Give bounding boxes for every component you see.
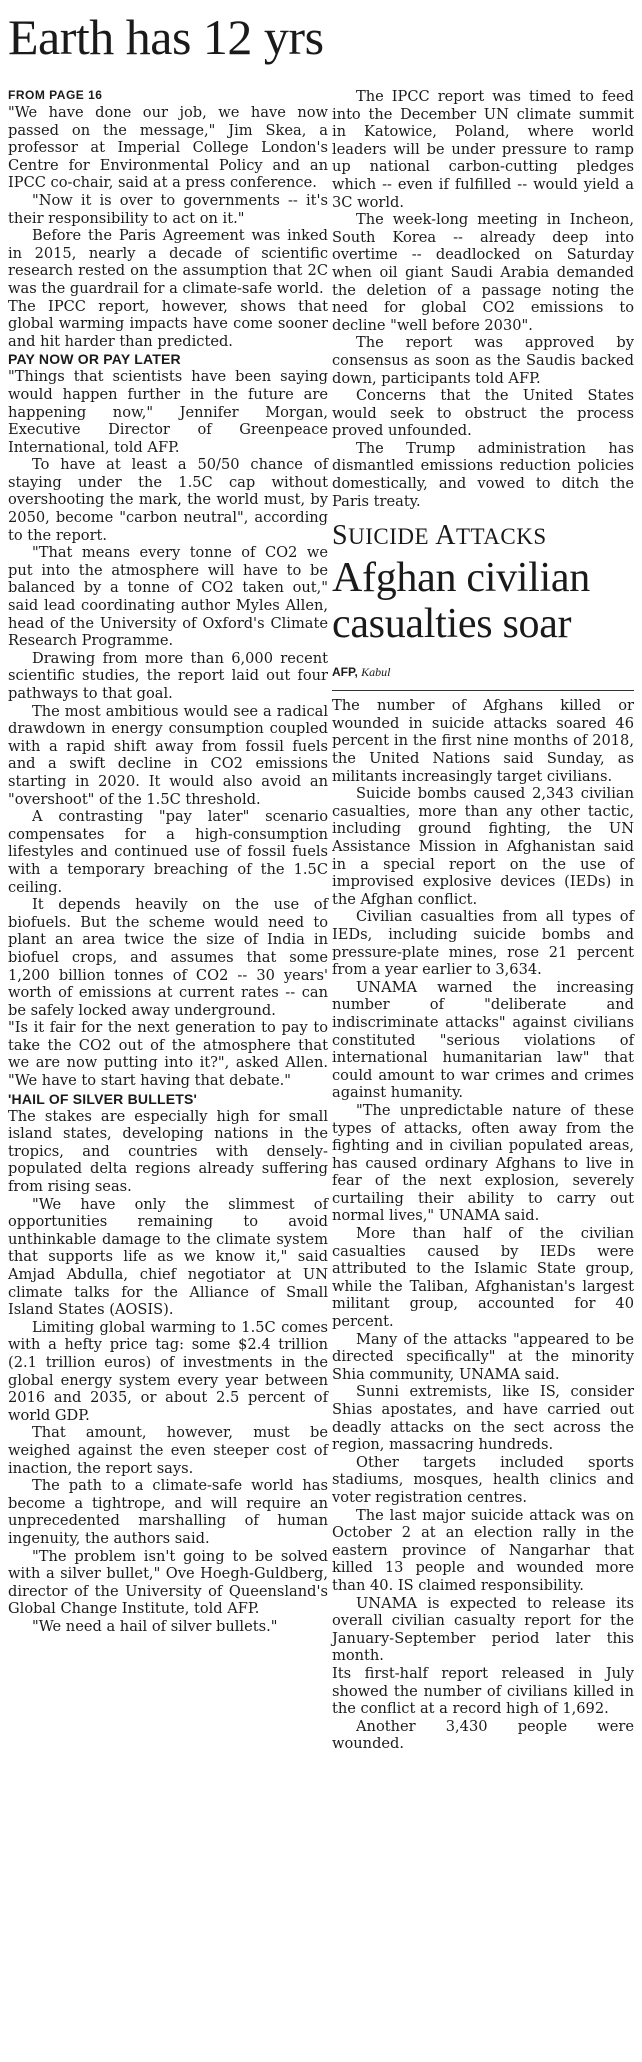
left-column-subhead: 'HAIL OF SILVER BULLETS' [8,1090,198,1107]
left-column-paragraph: "We need a hail of silver bullets." [32,1617,278,1635]
left-column-paragraph: The most ambitious would see a radical drawdown in energy consumption coupled with a rapid shift away from fossil fuels and a swift decline in CO2 emissions starting in 2020. It would also avoid an "overshoot" of the 1.5C threshold. [8,702,328,808]
afghan-story-paragraph: Another 3,430 people were wounded. [332,1717,634,1753]
continued-story-paragraph: Concerns that the United States would seek to obstruct the process proved unfounded. [332,387,634,440]
afghan-story-paragraph: Many of the attacks "appeared to be directed specifically" at the minority Shia community, UNAMA said. [332,1330,634,1383]
main-headline: Earth has 12 yrs [8,9,324,65]
section-kicker [332,520,634,553]
byline-rule [332,690,634,691]
right-column [332,88,634,1753]
byline-agency: AFP, [332,665,358,680]
afghan-story-paragraph: Suicide bombs caused 2,343 civilian casualties, more than any other tactic, including ground fighting, the UN Assistance Mission in Afghanistan said in a special report on the use of improvised explosive devices (IEDs) in the Afghan conflict. [332,785,634,908]
afghan-story-paragraph: UNAMA is expected to release its overall civilian casualty report for the January-September period later this month. [332,1594,634,1665]
afghan-story-paragraph: The last major suicide attack was on October 2 at an election rally in the eastern province of Nangarhar that killed 13 people and wounded more than 40. IS claimed responsibility. [332,1506,634,1594]
right-column-continuation [332,88,634,510]
afghan-story-paragraph: UNAMA warned the increasing number of "deliberate and indiscriminate attacks" against civilians constituted "serious violations of international humanitarian law" that could amount to war crimes and crimes against humanity. [332,978,634,1102]
byline-place: Kabul [361,665,391,680]
byline [332,665,634,680]
left-column-paragraph: "That means every tonne of CO2 we put into the atmosphere will have to be balanced by a tonne of CO2 taken out," said lead coordinating author Myles Allen, head of the University of Oxford's Climate Research Programme. [8,544,328,650]
kicker-rest-1: UICIDE [348,524,436,550]
left-column-paragraph: Before the Paris Agreement was inked in 2015, nearly a decade of scientific research rested on the assumption that 2C was the guardrail for a climate-safe world. [8,227,328,297]
story-body [332,697,634,1753]
left-column-paragraph: "The problem isn't going to be solved with a silver bullet," Ove Hoegh-Guldberg, director of the University of Queensland's Global Change Institute, told AFP. [8,1547,328,1618]
left-column [8,88,328,1635]
left-column-paragraph: The path to a climate-safe world has become a tightrope, and will require an unprecedented marshalling of human ingenuity, the authors said. [8,1477,328,1547]
story-headline: Afghan civilian casualties soar [332,555,590,648]
afghan-story-paragraph: Its first-half report released in July showed the number of civilians killed in the conflict at a record high of 1,692. [332,1664,634,1718]
continued-story-paragraph: The report was approved by consensus as soon as the Saudis backed down, participants told AFP. [332,334,634,387]
afghan-story-paragraph: "The unpredictable nature of these types of attacks, often away from the fighting and in civilian populated areas, has caused ordinary Afghans to live in fear of the next explosion, severely curtailing their ability to carry out normal lives," UNAMA said. [332,1101,634,1225]
left-column-body [8,104,328,1635]
afghan-story-paragraph: Other targets included sports stadiums, mosques, health clinics and voter registration centres. [332,1453,634,1506]
left-column-paragraph: Drawing from more than 6,000 recent scientific studies, the report laid out four pathways to that goal. [8,649,328,702]
left-column-paragraph: "We have only the slimmest of opportunities remaining to avoid unthinkable damage to the climate system that supports life as we know it," said Amjad Abdulla, chief negotiator at UN climate talks for the Alliance of Small Island States (AOSIS). [8,1195,328,1319]
continued-story-paragraph: The IPCC report was timed to feed into the December UN climate summit in Katowice, Poland, where world leaders will be under pressure to ramp up national carbon-cutting pledges which -- even if fulfilled -- would yield a 3C world. [332,88,634,211]
left-column-paragraph: That amount, however, must be weighed against the even steeper cost of inaction, the report says. [8,1424,328,1477]
left-column-paragraph: It depends heavily on the use of biofuels. But the scheme would need to plant an area twice the size of India in biofuel crops, and assumes that some 1,200 billion tonnes of CO2 -- 30 years' worth of emissions at current rates -- can be safely locked away underground. [8,896,328,1019]
afghan-story-paragraph: Civilian casualties from all types of IEDs, including suicide bombs and pressure-plate mines, rose 21 percent from a year earlier to 3,634. [332,908,634,979]
left-column-paragraph: Limiting global warming to 1.5C comes with a hefty price tag: some $2.4 trillion (2.1 trillion euros) of investments in the global energy system every year between 2016 and 2035, or about 2.5 percent of world GDP. [8,1318,328,1424]
left-column-paragraph: To have at least a 50/50 chance of staying under the 1.5C cap without overshooting the mark, the world must, by 2050, become "carbon neutral", according to the report. [8,456,328,544]
left-column-paragraph: The IPCC report, however, shows that global warming impacts have come sooner and hit harder than predicted. [8,297,328,350]
left-column-paragraph: "We have done our job, we have now passed on the message," Jim Skea, a professor at Imperial College London's Centre for Environmental Policy and an IPCC co-chair, said at a press conference. [8,104,328,192]
left-column-paragraph: A contrasting "pay later" scenario compensates for a high-consumption lifestyles and continued use of fossil fuels with a temporary breaching of the 1.5C ceiling. [8,808,328,896]
continued-story-paragraph: The week-long meeting in Incheon, South Korea -- already deep into overtime -- deadlocked on Saturday when oil giant Saudi Arabia demanded the deletion of a passage noting the need for global CO2 emissions to decline "well before 2030". [332,211,634,334]
continued-from-label: FROM PAGE 16 [8,88,103,102]
left-column-paragraph: "Things that scientists have been saying would happen further in the future are happening now," Jennifer Morgan, Executive Director of Greenpeace International, told AFP. [8,368,328,456]
left-column-paragraph: "Now it is over to governments -- it's their responsibility to act on it." [8,191,328,227]
continued-story-paragraph: The Trump administration has dismantled emissions reduction policies domestically, and vowed to ditch the Paris treaty. [332,439,634,510]
left-column-paragraph: The stakes are especially high for small island states, developing nations in the tropics, and countries with densely-populated delta regions already suffering from rising seas. [8,1107,328,1196]
kicker-rest-2: TTACKS [456,524,547,550]
kicker-initial-1: S [332,520,349,552]
kicker-initial-2: A [435,520,456,552]
afghan-story-paragraph: More than half of the civilian casualties caused by IEDs were attributed to the Islamic State group, while the Taliban, Afghanistan's largest militant group, accounted for 40 percent. [332,1225,634,1331]
left-column-paragraph: "Is it fair for the next generation to pay to take the CO2 out of the atmosphere that we are now putting into it?", asked Allen. "We have to start having that debate." [8,1019,328,1090]
left-column-subhead: PAY NOW OR PAY LATER [8,351,181,368]
afghan-story-paragraph: The number of Afghans killed or wounded in suicide attacks soared 46 percent in the first nine months of 2018, the United Nations said Sunday, as militants increasingly target civilians. [332,697,634,785]
afghan-story-paragraph: Sunni extremists, like IS, consider Shias apostates, and have carried out deadly attacks on the sect across the region, massacring hundreds. [332,1383,634,1454]
